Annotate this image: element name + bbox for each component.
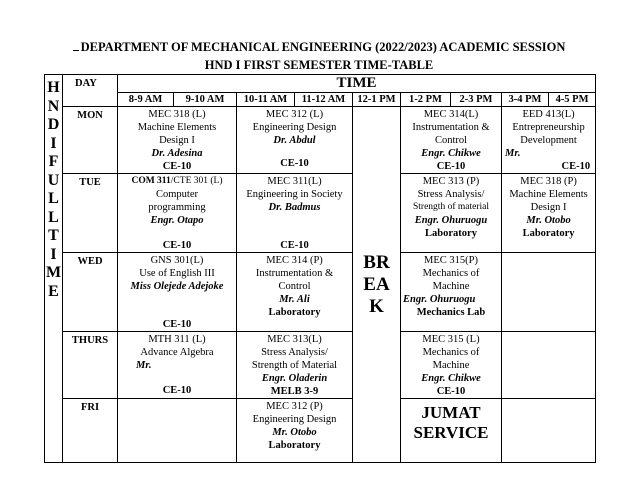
slot-header: 3-4 PM — [502, 93, 549, 107]
side-label — [45, 75, 63, 463]
course-code: MEC 314(L) — [423, 109, 479, 120]
fri-empty-cell — [118, 399, 237, 463]
day-tue: TUE — [63, 174, 118, 253]
course-code: GNS 301(L) — [150, 255, 204, 266]
slot-header: 12-1 PM — [353, 93, 401, 107]
course-code: COM 311 — [131, 176, 171, 186]
course-title: Control — [278, 281, 311, 292]
tue-course-a — [118, 174, 237, 253]
side-letter: I — [50, 134, 57, 152]
course-title: Mechanics of — [422, 268, 480, 279]
slot-header: 8-9 AM — [118, 93, 174, 107]
lecturer: Mr. Ali — [279, 294, 310, 305]
mon-course-d — [502, 107, 596, 174]
timetable — [44, 74, 596, 463]
course-title: programming — [148, 202, 206, 213]
lecturer: Engr. Ohuruogu — [414, 215, 488, 226]
side-letter: T — [48, 227, 59, 244]
thurs-course-b — [237, 332, 353, 399]
thurs-empty-cell — [502, 332, 596, 399]
slot-header: 2-3 PM — [451, 93, 502, 107]
course-code: EED 413(L) — [522, 109, 575, 120]
fri-course-b — [237, 399, 353, 463]
course-title: Control — [434, 135, 468, 146]
course-title: Machine — [432, 360, 470, 371]
course-title: Machine Elements — [509, 189, 588, 200]
course-title: Design I — [159, 135, 195, 146]
venue: CE-10 — [436, 161, 466, 172]
side-letter: E — [48, 282, 59, 300]
venue: CE-10 — [436, 386, 466, 397]
mon-course-b — [237, 107, 353, 174]
tue-course-d — [502, 174, 596, 253]
course-title: Strength of material — [413, 202, 489, 212]
course-title: Advance Algebra — [140, 347, 214, 358]
break-text: K — [369, 295, 384, 317]
venue: CE-10 — [280, 240, 309, 251]
venue: CE-10 — [162, 385, 192, 396]
course-title: Entrepreneurship — [512, 122, 585, 133]
slot-header: 4-5 PM — [549, 93, 596, 107]
mon-course-a — [118, 107, 237, 174]
day-wed: WED — [63, 253, 118, 332]
lecturer: Miss Olejede Adejoke — [130, 281, 224, 292]
lecturer: Engr. Chikwe — [421, 148, 481, 159]
document-title — [0, 40, 638, 55]
course-code: MEC 313 (P) — [422, 176, 480, 187]
course-title: Stress Analysis/ — [261, 347, 328, 358]
course-title: Design I — [530, 202, 567, 213]
jumat-text: SERVICE — [413, 423, 489, 442]
venue: CE-10 — [162, 319, 192, 330]
venue: CE-10 — [561, 161, 591, 172]
lecturer: Mr. — [136, 360, 152, 371]
side-letter: N — [47, 97, 60, 115]
wed-course-c — [401, 253, 502, 332]
course-code: MTH 311 (L) — [148, 334, 206, 345]
course-title: Computer — [156, 189, 198, 200]
course-title: Instrumentation & — [412, 122, 490, 133]
course-title: Instrumentation & — [255, 268, 334, 279]
jumat-text: JUMAT — [421, 403, 481, 422]
course-title: Stress Analysis/ — [417, 189, 485, 200]
side-letter: D — [47, 116, 60, 133]
course-code: MEC 318 (P) — [520, 176, 577, 187]
lecturer: Mr. Otobo — [526, 215, 571, 226]
lecturer: Engr. Chikwe — [421, 373, 481, 384]
day-fri: FRI — [63, 399, 118, 463]
break-text: BR — [363, 251, 390, 273]
side-letter: L — [48, 190, 59, 207]
lecturer: Dr. Adesina — [151, 148, 203, 159]
course-code: MEC 311(L) — [267, 176, 322, 187]
course-code: MEC 313(L) — [267, 334, 322, 345]
course-code: MEC 315(P) — [424, 255, 478, 266]
lecturer: Mr. — [505, 148, 521, 159]
day-thurs: THURS — [63, 332, 118, 399]
slot-header: 1-2 PM — [401, 93, 451, 107]
venue: CE-10 — [162, 161, 192, 172]
jumat-service — [401, 399, 502, 463]
course-title: Machine Elements — [137, 122, 217, 133]
course-code: MEC 312 (L) — [265, 109, 324, 120]
document-title-text: DEPARTMENT OF MECHANICAL ENGINEERING (2022/2023) ACADEMIC SESSION — [80, 40, 566, 54]
wed-course-a — [118, 253, 237, 332]
lecturer: Engr. Oladerin — [261, 373, 328, 384]
side-letter: H — [47, 79, 60, 96]
lecturer: Engr. Ohuruogu — [403, 294, 476, 305]
lecturer: Mr. Otobo — [272, 427, 317, 438]
slot-header: 11-12 AM — [295, 93, 353, 107]
course-title: Machine — [432, 281, 470, 292]
course-title: Strength of Material — [251, 360, 338, 371]
side-letter: U — [47, 171, 60, 189]
tue-course-b — [237, 174, 353, 253]
fri-empty-cell-late — [502, 399, 596, 463]
course-code: MEC 318 (L) — [148, 109, 206, 120]
day-mon: MON — [63, 107, 118, 174]
venue: Mechanics Lab — [416, 307, 486, 318]
venue: Laboratory — [425, 228, 477, 239]
mon-course-c — [401, 107, 502, 174]
venue: CE-10 — [280, 158, 309, 169]
venue: Laboratory — [268, 440, 321, 451]
thurs-course-c — [401, 332, 502, 399]
course-code: MEC 312 (P) — [266, 401, 323, 412]
course-code: MEC 315 (L) — [422, 334, 480, 345]
document-subtitle: HND I FIRST SEMESTER TIME-TABLE — [204, 58, 434, 72]
venue: Laboratory — [522, 228, 575, 239]
side-letter: I — [50, 245, 57, 263]
course-code-suffix: /CTE 301 (L) — [170, 176, 223, 186]
slot-header: 9-10 AM — [174, 93, 237, 107]
lecturer: Dr. Badmus — [268, 202, 321, 213]
wed-empty-cell — [502, 253, 596, 332]
course-title: Engineering Design — [252, 122, 337, 133]
course-code: MEC 314 (P) — [266, 255, 323, 266]
slot-header: 10-11 AM — [237, 93, 295, 107]
side-letter: M — [45, 264, 62, 281]
time-header: TIME — [118, 75, 596, 93]
venue: Laboratory — [268, 307, 321, 318]
wed-course-b — [237, 253, 353, 332]
day-header: DAY — [63, 75, 118, 93]
venue: MELB 3-9 — [270, 386, 319, 397]
course-title: Engineering Design — [252, 414, 337, 425]
course-title: Engineering in Society — [246, 189, 343, 200]
break-text: EA — [363, 273, 390, 295]
course-title: Mechanics of — [422, 347, 480, 358]
break-cell — [353, 107, 401, 463]
lecturer: Dr. Abdul — [273, 135, 316, 146]
side-letter: L — [48, 208, 59, 226]
day-header-spacer — [63, 93, 118, 107]
side-letter: F — [48, 153, 59, 170]
course-title: Development — [520, 135, 577, 146]
venue: CE-10 — [162, 240, 192, 251]
tue-course-c — [401, 174, 502, 253]
course-title: Use of English III — [139, 268, 215, 279]
lecturer: Engr. Otapo — [150, 215, 204, 226]
thurs-course-a — [118, 332, 237, 399]
